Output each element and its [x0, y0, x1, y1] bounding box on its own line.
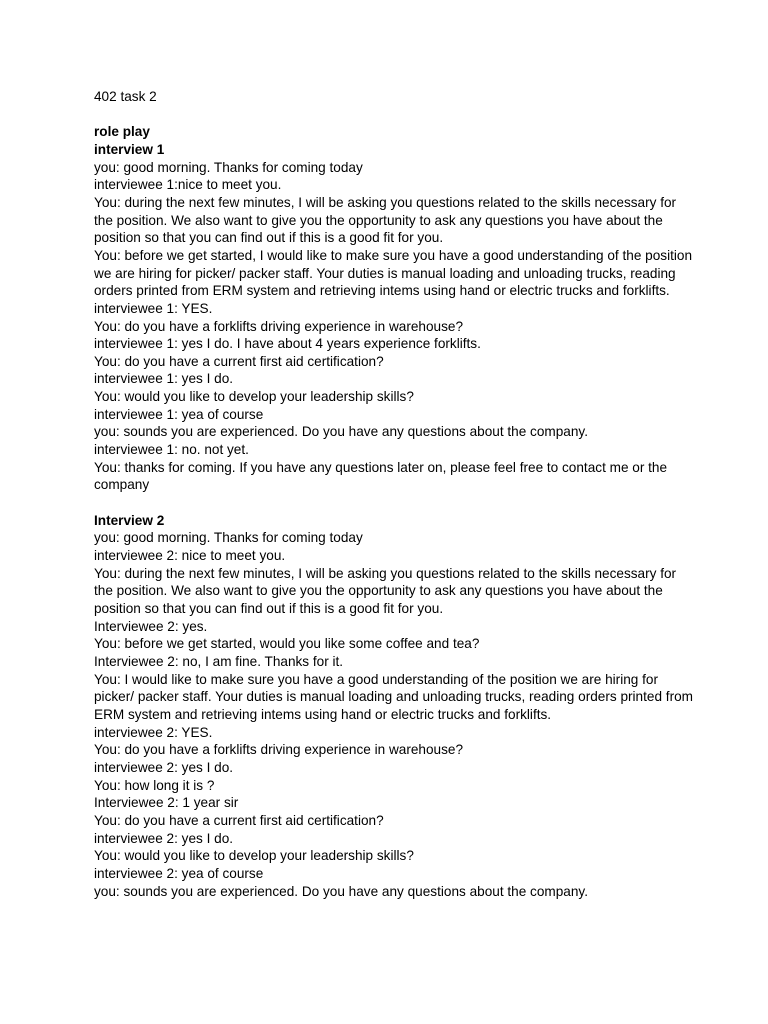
- transcript-line: You: how long it is ?: [94, 777, 215, 793]
- transcript-line: interviewee 2: yea of course: [94, 865, 264, 881]
- transcript-line: you: sounds you are experienced. Do you have any questions about the company.: [94, 883, 588, 899]
- transcript-line: You: thanks for coming. If you have any questions later on, please feel free to contact me or the company: [94, 459, 668, 493]
- transcript-line: interviewee 1: yea of course: [94, 406, 264, 422]
- interview-1-heading: interview 1: [94, 141, 165, 157]
- transcript-line: You: before we get started, I would like to make sure you have a good understanding of the position we are hiring for picker/ packer staff. Your duties is manual loading and unloading trucks, reading orders printed from ERM system and retrieving intems using hand or electric trucks and forklifts.: [94, 247, 693, 299]
- document-title: 402 task 2: [94, 89, 157, 104]
- spacer: [94, 494, 694, 512]
- transcript-line: Interviewee 2: 1 year sir: [94, 795, 239, 811]
- transcript-line: You: do you have a forklifts driving experience in warehouse?: [94, 318, 464, 334]
- section-heading: role play: [94, 124, 150, 140]
- interview-2-heading: Interview 2: [94, 512, 165, 528]
- transcript-line: You: would you like to develop your leadership skills?: [94, 848, 414, 864]
- transcript-line: interviewee 2: YES.: [94, 724, 213, 740]
- transcript-line: interviewee 1:nice to meet you.: [94, 177, 282, 193]
- transcript-line: Interviewee 2: yes.: [94, 618, 208, 634]
- document-page: [94, 88, 694, 900]
- transcript-line: You: do you have a current first aid certification?: [94, 353, 384, 369]
- transcript-line: interviewee 2: yes I do.: [94, 759, 234, 775]
- transcript-line: you: good morning. Thanks for coming today: [94, 159, 363, 175]
- interview-2-transcript: [94, 529, 694, 900]
- transcript-line: You: do you have a forklifts driving experience in warehouse?: [94, 742, 464, 758]
- transcript-line: You: I would like to make sure you have a good understanding of the position we are hiring for picker/ packer staff. Your duties is manual loading and unloading trucks, reading orders printed from ERM system and retrieving intems using hand or electric trucks and forklifts.: [94, 671, 693, 722]
- transcript-line: Interviewee 2: no, I am fine. Thanks for it.: [94, 653, 344, 669]
- spacer: [94, 106, 694, 124]
- transcript-line: interviewee 1: no. not yet.: [94, 442, 249, 458]
- transcript-line: You: during the next few minutes, I will be asking you questions related to the skills necessary for the position. We also want to give you the opportunity to ask any questions you have about the position so that you can find out if this is a good fit for you.: [94, 194, 677, 246]
- interview-1-transcript: [94, 159, 694, 494]
- transcript-line: interviewee 2: yes I do.: [94, 830, 234, 846]
- transcript-line: you: sounds you are experienced. Do you have any questions about the company.: [94, 424, 588, 440]
- transcript-line: You: before we get started, would you like some coffee and tea?: [94, 636, 480, 652]
- transcript-line: You: would you like to develop your leadership skills?: [94, 389, 414, 405]
- transcript-line: You: during the next few minutes, I will be asking you questions related to the skills necessary for the position. We also want to give you the opportunity to ask any questions you have about the position so that you can find out if this is a good fit for you.: [94, 565, 677, 616]
- transcript-line: interviewee 1: yes I do.: [94, 371, 234, 387]
- transcript-line: You: do you have a current first aid certification?: [94, 812, 384, 828]
- transcript-line: you: good morning. Thanks for coming today: [94, 530, 363, 546]
- transcript-line: interviewee 1: YES.: [94, 300, 213, 316]
- transcript-line: interviewee 2: nice to meet you.: [94, 548, 286, 564]
- transcript-line: interviewee 1: yes I do. I have about 4 years experience forklifts.: [94, 336, 481, 352]
